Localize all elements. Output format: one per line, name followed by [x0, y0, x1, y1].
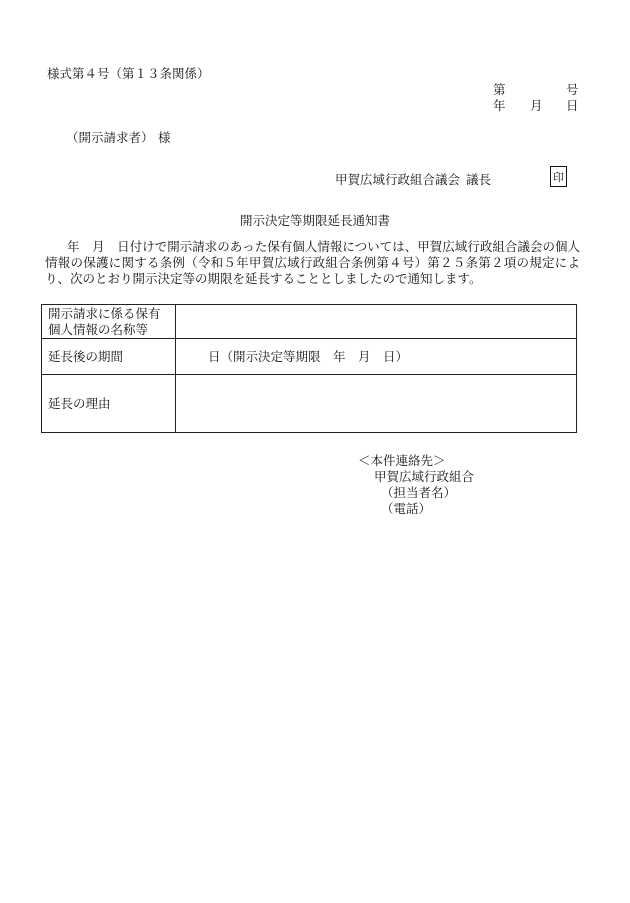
body-paragraph: [45, 239, 580, 287]
contact-phone: （電話）: [381, 501, 432, 516]
document-title: 開示決定等期限延長通知書: [239, 213, 390, 228]
contact-heading: ＜本件連絡先＞: [358, 453, 446, 468]
issuer-title: 議長: [466, 172, 492, 187]
contact-person: （担当者名）: [381, 485, 457, 500]
extended-period-value: 日（開示決定等期限 年 月 日）: [176, 339, 577, 375]
contact-organization: 甲賀広域行政組合: [374, 469, 475, 484]
info-name-value: [176, 305, 577, 339]
issuer-organization: 甲賀広域行政組合議会: [335, 172, 461, 187]
info-table: [41, 304, 577, 433]
date-day-label: 日: [566, 98, 579, 113]
info-name-label: 開示請求に係る保有個人情報の名称等: [42, 305, 176, 339]
form-number: 様式第４号（第１３条関係）: [47, 66, 210, 81]
document-number-suffix: 号: [566, 82, 579, 97]
recipient-label: （開示請求者）: [66, 130, 154, 145]
date-year-label: 年: [493, 98, 506, 113]
body-text: 年 月 日付けで開示請求のあった保有個人情報については、甲賀広域行政組合議会の個人情報の保護に関する条例（令和５年甲賀広域行政組合条例第４号）第２５条第２項の規定により、次のとおり開示決定等の期限を延長することとしましたので通知します。: [45, 239, 580, 286]
extension-reason-label: 延長の理由: [42, 375, 176, 433]
date-month-label: 月: [530, 98, 543, 113]
extension-reason-value: [176, 375, 577, 433]
document-number-label: 第: [493, 82, 506, 97]
seal-mark: 印: [550, 166, 567, 187]
extended-period-label: 延長後の期間: [42, 339, 176, 375]
table-row-extended-period: [42, 339, 577, 375]
recipient-honorific: 様: [158, 130, 171, 145]
table-row-info-name: [42, 305, 577, 339]
table-row-extension-reason: [42, 375, 577, 433]
